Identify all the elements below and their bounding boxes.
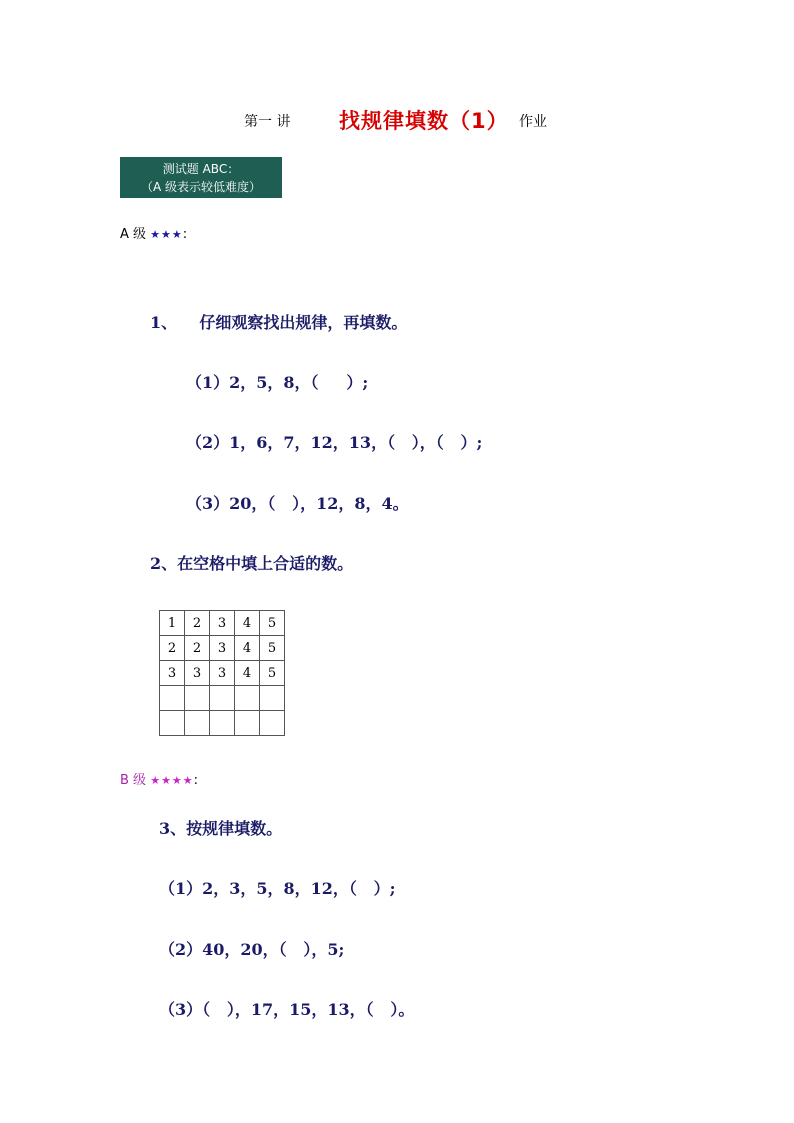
test-info-box [120,157,282,198]
level-a-stars: ★★★ [150,228,183,241]
grid-cell: 3 [210,661,235,686]
lecture-label: 第一 讲 [244,114,291,130]
grid-cell[interactable] [235,686,260,711]
q3-item-2: （2）40，20，（ ），5; [159,940,345,959]
grid-row [160,636,285,661]
grid-cell: 3 [185,661,210,686]
grid-cell: 5 [260,661,285,686]
grid-row [160,611,285,636]
level-a-heading [120,223,187,242]
grid-cell[interactable] [260,711,285,736]
q2-title: 2、在空格中填上合适的数。 [150,554,354,573]
grid-row [160,661,285,686]
q1-item-1: （1）2，5，8，（ ）; [186,373,369,392]
grid-cell[interactable] [160,686,185,711]
q1-title: 1、 仔细观察找出规律，再填数。 [150,313,408,332]
grid-cell: 5 [260,611,285,636]
grid-cell[interactable] [260,686,285,711]
grid-cell: 3 [210,611,235,636]
grid-cell: 2 [185,611,210,636]
grid-cell: 3 [160,661,185,686]
number-grid [159,610,285,736]
grid-cell: 4 [235,636,260,661]
grid-cell: 2 [185,636,210,661]
grid-cell: 3 [210,636,235,661]
grid-cell: 1 [160,611,185,636]
page-title: 找规律填数（1） [339,109,509,133]
q3-item-1: （1）2，3，5，8，12，（ ）; [159,879,396,898]
grid-cell[interactable] [185,686,210,711]
grid-cell: 4 [235,611,260,636]
q3-title: 3、按规律填数。 [159,819,283,838]
grid-cell: 4 [235,661,260,686]
q1-item-3: （3）20，（ ），12，8，4。 [186,494,409,513]
grid-row [160,686,285,711]
grid-cell[interactable] [185,711,210,736]
homework-label: 作业 [519,114,547,130]
level-b-stars: ★★★★ [150,774,194,787]
level-a-label: A 级 [120,227,147,242]
level-b-label: B 级 [120,773,147,788]
level-b-heading [120,769,198,788]
test-info-line2: （A 级表示较低难度） [140,180,262,194]
grid-cell[interactable] [210,686,235,711]
q1-item-2: （2）1，6，7，12，13，（ ），（ ）; [186,433,483,452]
grid-row [160,711,285,736]
grid-cell[interactable] [210,711,235,736]
grid-cell: 2 [160,636,185,661]
q3-item-3: （3）（ ），17，15，13，（ ）。 [159,1000,415,1019]
grid-cell[interactable] [160,711,185,736]
grid-cell[interactable] [235,711,260,736]
level-a-colon: : [182,227,188,242]
test-info-line1: 测试题 ABC： [162,162,240,176]
grid-cell: 5 [260,636,285,661]
level-b-colon: : [193,773,199,788]
